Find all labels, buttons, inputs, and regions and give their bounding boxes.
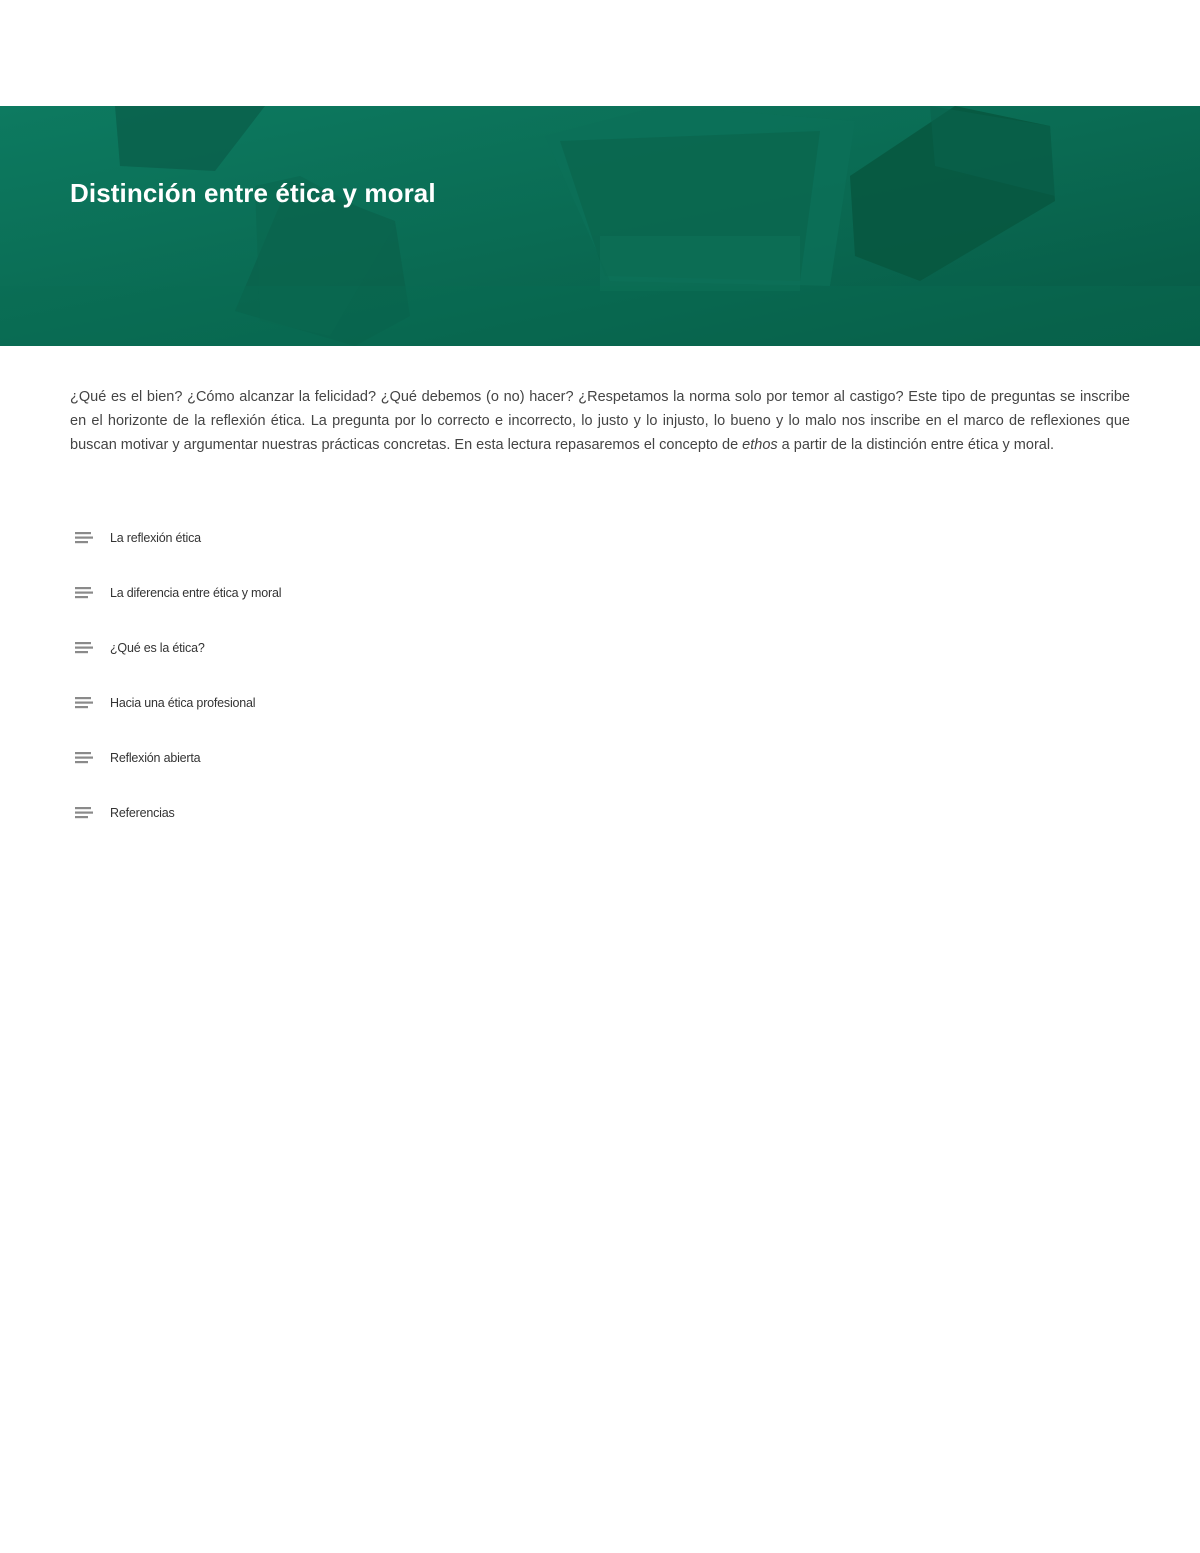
toc-item-que-es-la-etica[interactable] — [74, 620, 281, 675]
toc-item-label: Referencias — [110, 805, 175, 820]
toc-item-label: La reflexión ética — [110, 530, 201, 545]
header-banner — [0, 106, 1200, 346]
toc-item-label: ¿Qué es la ética? — [110, 640, 205, 655]
toc-item-etica-profesional[interactable] — [74, 675, 281, 730]
toc-item-diferencia-etica-moral[interactable] — [74, 565, 281, 620]
intro-paragraph — [70, 385, 1130, 457]
page-title: Distinción entre ética y moral — [70, 178, 436, 208]
intro-text-before: ¿Qué es el bien? ¿Cómo alcanzar la felicidad? ¿Qué debemos (o no) hacer? ¿Respetamos la norma solo por temor al castigo? Este tipo de preguntas se inscribe en el horizonte de la reflexión ética. La pregunta por lo correcto e incorrecto, lo justo y lo injusto, lo bueno y lo malo nos inscribe en el marco de reflexiones que buscan motivar y argumentar nuestras prácticas concretas. En esta lectura repasaremos el concepto de — [70, 389, 1130, 453]
toc-item-label: Reflexión abierta — [110, 750, 201, 765]
toc-item-label: La diferencia entre ética y moral — [110, 585, 282, 600]
lines-icon — [74, 641, 94, 655]
table-of-contents — [74, 510, 281, 840]
intro-text-after: a partir de la distinción entre ética y moral. — [777, 437, 1055, 453]
lines-icon — [74, 696, 94, 710]
toc-item-reflexion-etica[interactable] — [74, 510, 281, 565]
toc-item-reflexion-abierta[interactable] — [74, 730, 281, 785]
toc-item-label: Hacia una ética profesional — [110, 695, 256, 710]
intro-emphasis: ethos — [742, 437, 778, 453]
lines-icon — [74, 531, 94, 545]
lines-icon — [74, 751, 94, 765]
lines-icon — [74, 806, 94, 820]
toc-item-referencias[interactable] — [74, 785, 281, 840]
lines-icon — [74, 586, 94, 600]
banner-background-image — [0, 106, 1200, 346]
